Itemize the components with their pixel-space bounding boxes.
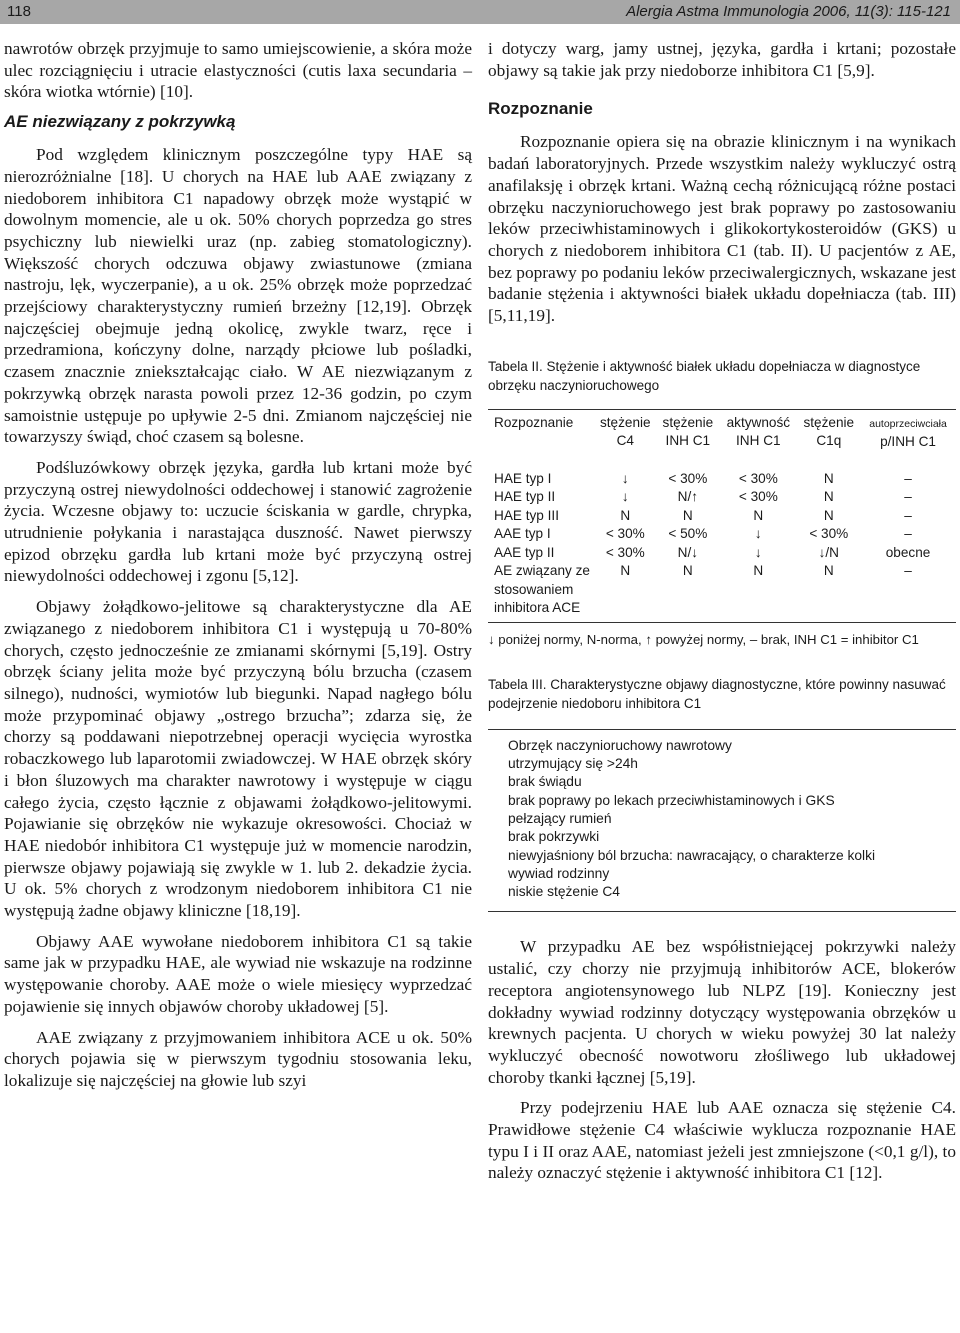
table-cell: ↓: [754, 526, 762, 542]
section-heading-diagnosis: Rozpoznanie: [488, 99, 593, 119]
table-cell: < 30%: [809, 526, 849, 542]
table-cell: N: [657, 562, 720, 622]
table-cell: < 30%: [738, 489, 778, 505]
table-cell: –: [904, 489, 912, 505]
paragraph-larynx-edema: Podśluzówkowy obrzęk języka, gardła lub krtani może być przyczyną ostrej niewydolności oddechowej i stanowić zagrożenie życia. Wczesne objawy to: uczucie ściskania w gardle, chrypka, utrudnienie połykania i narastająca duszność. Nawet pierwszy epizod obrzęku gardła lub krtani może być przyczyną ostrej niewydolności oddechowej i zgonu [5,12].: [4, 457, 472, 586]
table-cell: N: [753, 507, 764, 523]
section-heading-ae-without-urticaria: AE niezwiązany z pokrzywką: [4, 112, 236, 132]
table-cell: ↓: [754, 544, 762, 560]
table-row: [488, 458, 956, 489]
paragraph-clinical-picture: Pod względem klinicznym poszczególne typy HAE są nierozróżnialne [18]. U chorych na HAE lub AAE związany z niedoborem inhibitora C1 napadowy obrzęk może wystąpić w dowolnym momencie, ale u ok. 50% chorych poprzedza go stres psychiczny lub niewielki uraz (np. zabieg stomatologiczny). Większość chorych odczuwa objawy zwiastunowe (zmiana nastroju, lęk, wyczerpanie), a u ok. 25% obrzęk może poprzedzać przejściowy charakterystyczny rumień brzeżny [12,19]. Obrzęk najczęściej obejmuje jedną okolicę, zwykle twarz, ręce i przedramiona, kończyny dolne, narządy płciowe lub pośladki, czasem znacznie zniekształcając ciało. W AE niezwiązanym z pokrzywką obrzęk narasta powoli przez 12-36 godzin, po czym samoistnie ustępuje po upływie 2-5 dni. Zmianom najczęściej nie towarzyszy świąd, choć czasem są bolesne.: [4, 145, 472, 447]
table-cell: N: [682, 507, 693, 523]
table2-header-cell: stężenie C1q: [798, 409, 861, 458]
table-cell: obecne: [885, 544, 931, 560]
table-cell: ↓: [621, 489, 629, 505]
paragraph-differential: W przypadku AE bez współistniejącej pokrzywki należy ustalić, czy chorzy nie przyjmują inhibitorów ACE, blokerów receptora angiotensynowego lub NLPZ [19]. Konieczny jest dokładny wywiad rodzinny dotyczący występowania obrzęków u krewnych pacjenta. U chorych w wieku powyżej 30 lat należy wykluczyć obecność nowotworu złośliwego lub układowej choroby tkanki łącznej [5,19].: [488, 937, 956, 1087]
paragraph-diagnosis: Rozpoznanie opiera się na obrazie klinicznym i na wynikach badań laboratoryjnych. Przede wszystkim należy wykluczyć ostrą anafilaksję i obrzęk krtani. Ważną cechą różnicującą różne postaci obrzęku naczynioruchowego jest brak poprawy po zastosowaniu leków przeciwhistaminowych i glikokortykosteroidów (GKS) u chorych z niedoborem inhibitora C1 (tab. II). U pacjentów z AE, bez poprawy po podaniu leków przeciwalergicznych, wskazane jest badanie stężenia i aktywności białek układu dopełniacza (tab. III) [5,11,19].: [488, 132, 957, 326]
table-cell: N/↓: [677, 544, 699, 560]
table-cell: AE związany ze stosowaniem inhibitora ACE: [488, 562, 594, 622]
table-cell: N: [823, 470, 834, 486]
paragraph-aae-symptoms: Objawy AAE wywołane niedoborem inhibitora C1 są takie same jak w przypadku HAE, ale wywiad nie wskazuje na rodzinne występowanie choroby. AAE może o wiele miesięcy wyprzedzać pojawienie się innych objawów choroby układowej [5].: [4, 931, 472, 1016]
table-cell: N: [719, 562, 797, 622]
table2-complement-proteins: [488, 409, 956, 623]
table-cell: –: [860, 562, 956, 622]
left-column: [4, 38, 472, 1101]
table-cell: < 50%: [668, 526, 708, 542]
table-cell: N: [798, 562, 861, 622]
list-item: brak świądu: [508, 774, 582, 790]
page-number: 118: [7, 3, 31, 20]
paragraph-ace-inhibitor: AAE związany z przyjmowaniem inhibitora ACE u ok. 50% chorych pojawia się w pierwszym tygodniu stosowania leku, lokalizuje się najczęściej na głowie lub szyi: [4, 1027, 472, 1090]
table2-header-cell: stężenie C4: [594, 409, 657, 458]
list-item: niewyjaśniony ból brzucha: nawracający, o charakterze kolki: [508, 847, 876, 863]
list-item: wywiad rodzinny: [508, 865, 610, 881]
table-cell: N: [823, 507, 834, 523]
paragraph-gastrointestinal: Objawy żołądkowo-jelitowe są charakterystyczne dla AE związanego z niedoborem inhibitora C1 i występują u 70-80% chorych, często jednocześnie ze zmianami skórnymi [5,19]. Ostry obrzęk ściany jelita może być przyczyną bólu brzucha (czasem silnego), nudności, wymiotów lub biegunki. Napad nagłego bólu może przypominać objawy „ostrego brzucha”; zdarza się, że chorzy są poddawani niepotrzebnej operacji wycięcia wyrostka robaczkowego lub laparotomii zwiadowczej. W HAE obrzęk skóry i błon śluzowych ma charakter nawrotowy i występuje w ciągu całego życia, często łącznie z objawami żołądkowo-jelitowymi. Pojawianie się obrzęków nie wykazuje okresowości. Chociaż w HAE niedobór inhibitora C1 występuje już w momencie narodzin, pierwsze objawy pojawiają się zwykle w 1. lub 2. dekadzie życia. U ok. 5% chorych z wrodzonym niedoborem inhibitora C1 nie występują żadne objawy kliniczne [18,19].: [4, 597, 472, 921]
list-item: Obrzęk naczynioruchowy nawrotowy: [508, 737, 732, 753]
right-column: [488, 38, 956, 1193]
paragraph-continued-symptoms: i dotyczy warg, jamy ustnej, języka, gardła i krtani; pozostałe objawy są takie jak przy niedoborze inhibitora C1 [5,9].: [488, 39, 956, 80]
table-cell: < 30%: [605, 526, 645, 542]
table-cell: AAE typ I: [494, 526, 551, 542]
table-cell: N/↑: [677, 489, 699, 505]
table-row: [488, 525, 956, 544]
table-cell: < 30%: [738, 470, 778, 486]
table-row: [488, 507, 956, 526]
page-header: [0, 0, 960, 24]
table-cell: ↓/N: [818, 544, 839, 560]
list-item: brak poprawy po lekach przeciwhistaminowych i GKS: [508, 792, 835, 808]
table-row: [488, 544, 956, 563]
list-item: utrzymujący się >24h: [508, 756, 638, 772]
table2-header-cell: stężenie INH C1: [657, 409, 720, 458]
table-cell: < 30%: [605, 544, 645, 560]
table-cell: HAE typ I: [494, 470, 552, 486]
list-item: pełzający rumień: [508, 810, 612, 826]
table2-caption: Tabela II. Stężenie i aktywność białek układu dopełniacza w diagnostyce obrzęku naczynioruchowego: [488, 358, 921, 393]
table-cell: –: [904, 526, 912, 542]
table2-legend: ↓ poniżej normy, N-norma, ↑ powyżej normy, – brak, INH C1 = inhibitor C1: [488, 631, 919, 647]
paragraph-c4-testing: Przy podejrzeniu HAE lub AAE oznacza się stężenie C4. Prawidłowe stężenie C4 właściwie wyklucza rozpoznanie HAE typu I i II oraz AAE, natomiast jeżeli jest zmniejszone (<0,1 g/l), to należy oznaczyć stężenie i aktywność inhibitora C1 [12].: [488, 1098, 956, 1183]
table-cell: < 30%: [668, 470, 708, 486]
list-item: niskie stężenie C4: [508, 884, 620, 900]
table-cell: HAE typ III: [494, 507, 559, 523]
table-cell: HAE typ II: [494, 489, 556, 505]
table2-header-cell: aktywność INH C1: [719, 409, 797, 458]
table-cell: –: [904, 470, 912, 486]
paragraph-cutis-laxa: nawrotów obrzęk przyjmuje to samo umiejscowienie, a skóra może ulec rozciągnięciu i utracie elastyczności (cutis laxa secundaria – skóra wiotka wtórnie) [10].: [4, 39, 472, 102]
table-row: [488, 562, 956, 622]
journal-citation: Alergia Astma Immunologia 2006, 11(3): 115-121: [626, 3, 951, 20]
table-row: [488, 488, 956, 507]
list-item: brak pokrzywki: [508, 829, 600, 845]
table3-symptom-list: [488, 729, 956, 913]
table-cell: AAE typ II: [494, 544, 555, 560]
table-cell: N: [594, 562, 657, 622]
table2-header-cell: autoprzeciwciała p/INH C1: [860, 409, 956, 458]
table-cell: N: [620, 507, 631, 523]
table-cell: –: [904, 507, 912, 523]
table2-header-cell: Rozpoznanie: [488, 409, 594, 458]
table2-header-row: [488, 409, 956, 458]
table-cell: ↓: [621, 470, 629, 486]
table3-caption: Tabela III. Charakterystyczne objawy diagnostyczne, które powinny nasuwać podejrzenie niedoboru inhibitora C1: [488, 676, 946, 711]
table-cell: N: [823, 489, 834, 505]
